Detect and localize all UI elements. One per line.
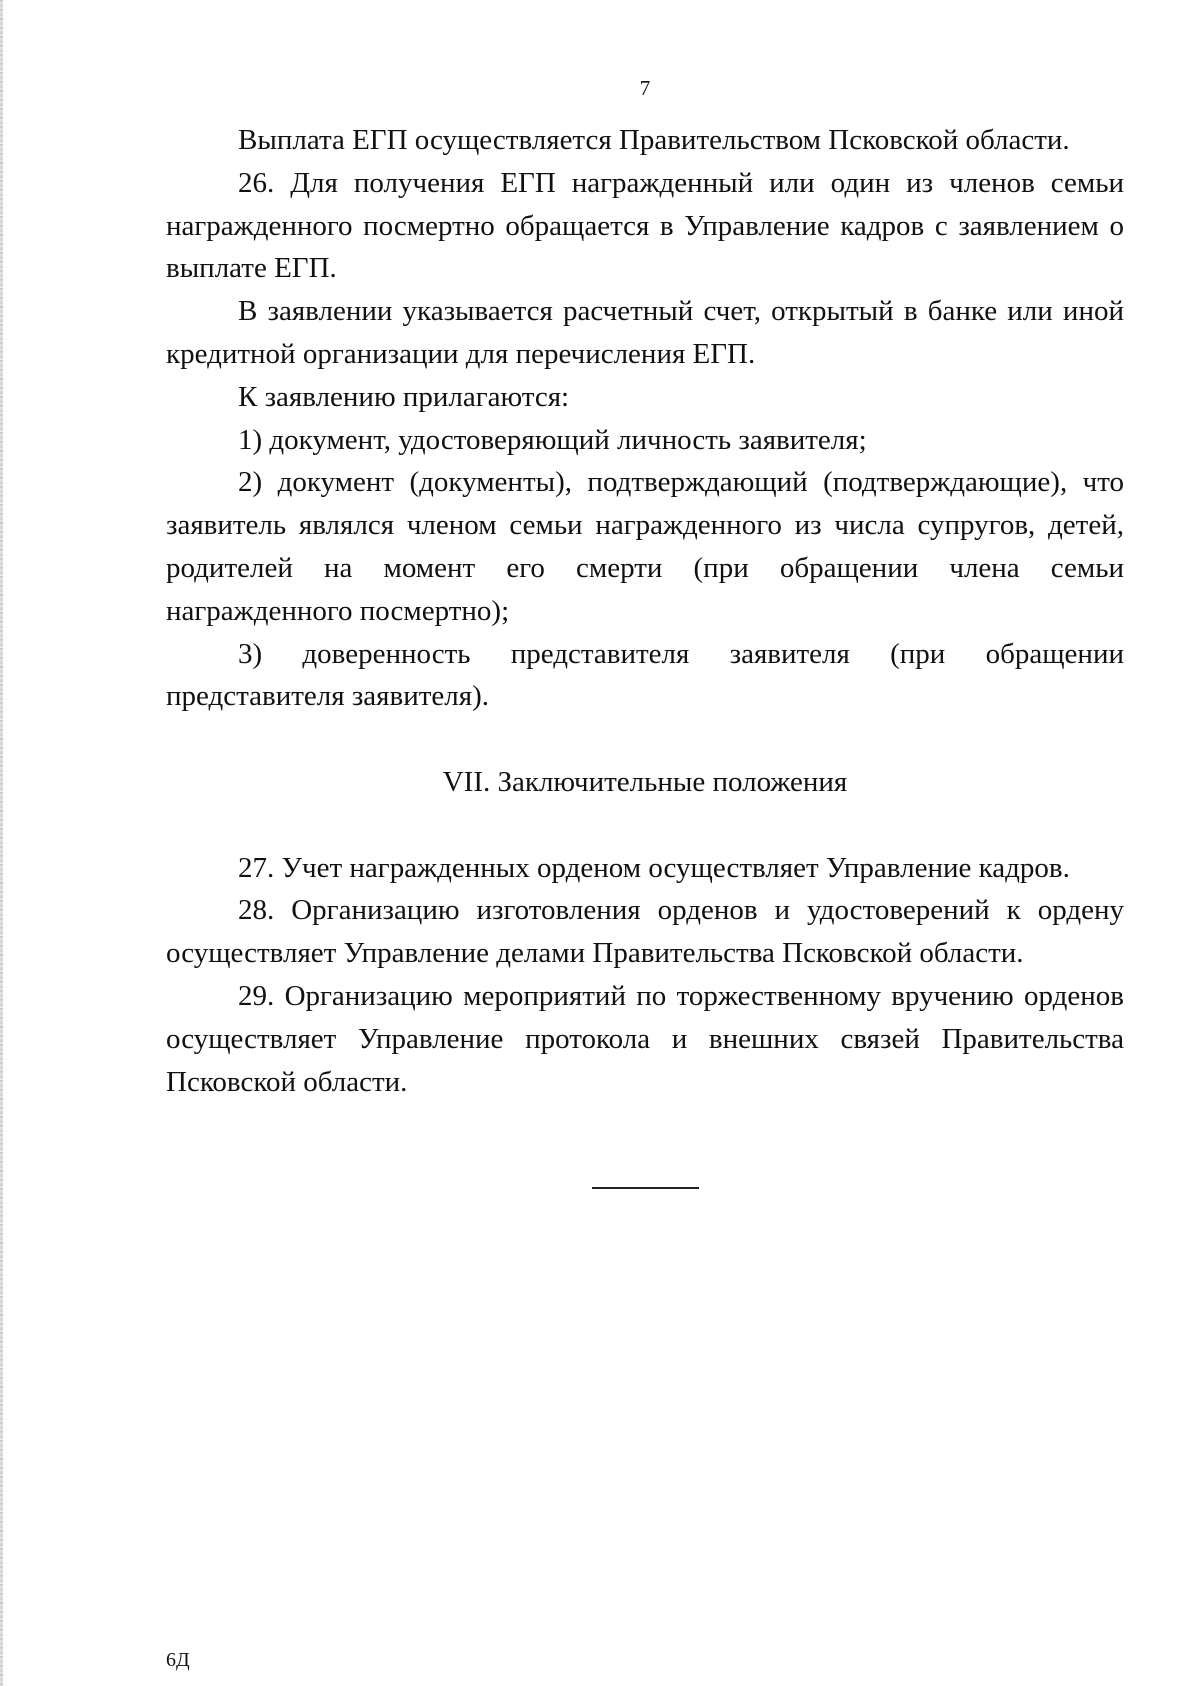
document-body — [166, 119, 1124, 1103]
paragraph-27: 27. Учет награжденных орденом осуществляет Управление кадров. — [238, 851, 1070, 884]
list-item-2: 2) документ (документы), подтверждающий (подтверждающие), что заявитель являлся членом семьи награжденного из числа супругов, детей, родителей на момент его смерти (при обращении члена семьи награжденного посмертно); — [166, 466, 1124, 627]
scan-edge — [0, 0, 3, 1686]
footer-code: 6Д — [166, 1649, 190, 1671]
list-item-1: 1) документ, удостоверяющий личность заявителя; — [238, 423, 867, 456]
page-number: 7 — [639, 76, 651, 100]
paragraph-attachments: К заявлению прилагаются: — [238, 380, 570, 413]
list-item-3: 3) доверенность представителя заявителя (при обращении представителя заявителя). — [166, 637, 1124, 713]
paragraph-28: 28. Организацию изготовления орденов и удостоверений к ордену осуществляет Управление делами Правительства Псковской области. — [166, 894, 1124, 970]
paragraph-26: 26. Для получения ЕГП награжденный или один из членов семьи награжденного посмертно обращается в Управление кадров с заявлением о выплате ЕГП. — [166, 166, 1124, 285]
paragraph-29: 29. Организацию мероприятий по торжественному вручению орденов осуществляет Управление протокола и внешних связей Правительства Псковской области. — [166, 979, 1124, 1098]
end-divider — [592, 1187, 699, 1189]
section-heading: VII. Заключительные положения — [442, 765, 848, 798]
paragraph-account: В заявлении указывается расчетный счет, открытый в банке или иной кредитной организации для перечисления ЕГП. — [166, 295, 1124, 370]
paragraph-payment: Выплата ЕГП осуществляется Правительством Псковской области. — [238, 124, 1070, 156]
